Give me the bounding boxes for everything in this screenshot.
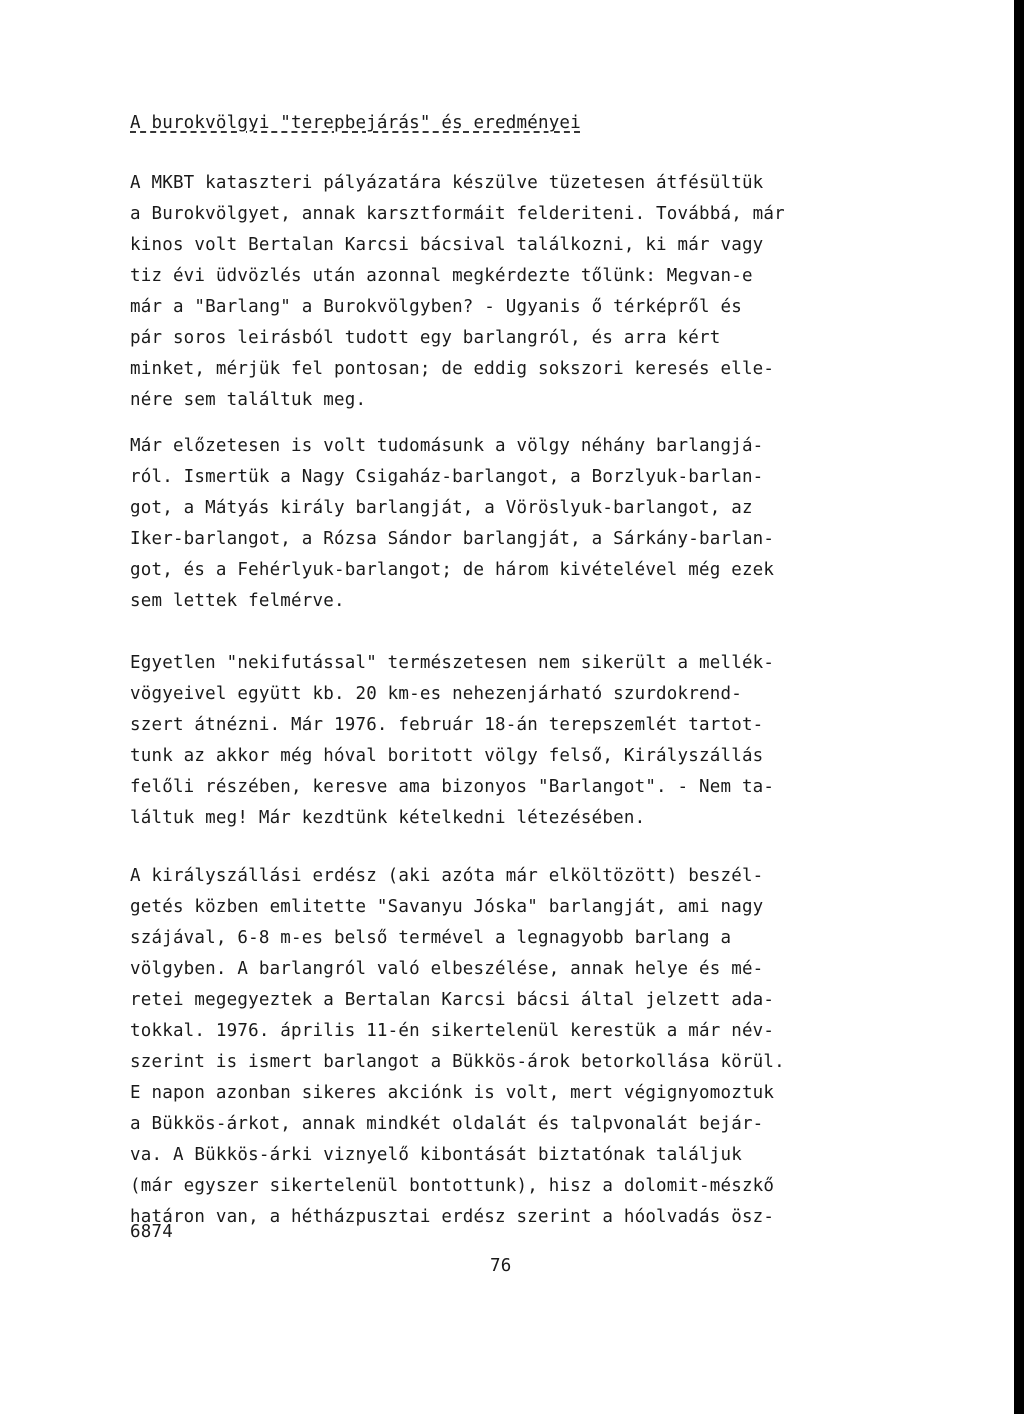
text-line: A MKBT kataszteri pályázatára készülve tüzetesen átfésültük — [130, 173, 764, 193]
text-line: Iker-barlangot, a Rózsa Sándor barlangját, a Sárkány-barlan- — [130, 529, 775, 549]
paragraph-4 — [130, 861, 890, 1233]
text-line: szájával, 6-8 m-es belső termével a legnagyobb barlang a — [130, 928, 732, 948]
text-line: a Burokvölgyet, annak karsztformáit felderiteni. Továbbá, már — [130, 204, 785, 224]
text-line: retei megegyeztek a Bertalan Karcsi bácsi által jelzett ada- — [130, 990, 775, 1010]
paragraph-2 — [130, 431, 890, 617]
text-line: A királyszállási erdész (aki azóta már elköltözött) beszél- — [130, 866, 764, 886]
text-line: a Bükkös-árkot, annak mindkét oldalát és talpvonalát bejár- — [130, 1114, 764, 1134]
page-number: 76 — [490, 1256, 512, 1276]
text-line: határon van, a hétházpusztai erdész szerint a hóolvadás ösz- — [130, 1207, 775, 1227]
text-line: felőli részében, keresve ama bizonyos "Barlangot". - Nem ta- — [130, 777, 775, 797]
text-line: got, a Mátyás király barlangját, a Vöröslyuk-barlangot, az — [130, 498, 753, 518]
text-line: szerint is ismert barlangot a Bükkös-árok betorkollása körül. — [130, 1052, 785, 1072]
text-line: nére sem találtuk meg. — [130, 390, 367, 410]
text-line: tokkal. 1976. április 11-én sikertelenül kerestük a már név- — [130, 1021, 775, 1041]
text-line: már a "Barlang" a Burokvölgyben? - Ugyanis ő térképről és — [130, 297, 742, 317]
text-line: minket, mérjük fel pontosan; de eddig sokszori keresés elle- — [130, 359, 775, 379]
text-line: tiz évi üdvözlés után azonnal megkérdezte tőlünk: Megvan-e — [130, 266, 753, 286]
document-title: A burokvölgyi "terepbejárás" és eredményei — [130, 113, 581, 133]
text-line: va. A Bükkös-árki viznyelő kibontását biztatónak találjuk — [130, 1145, 742, 1165]
text-line: szert átnézni. Már 1976. február 18-án terepszemlét tartot- — [130, 715, 764, 735]
text-line: E napon azonban sikeres akciónk is volt, mert végignyomoztuk — [130, 1083, 775, 1103]
text-line: pár soros leirásból tudott egy barlangról, és arra kért — [130, 328, 721, 348]
text-line: tunk az akkor még hóval boritott völgy felső, Királyszállás — [130, 746, 764, 766]
text-line: Egyetlen "nekifutással" természetesen nem sikerült a mellék- — [130, 653, 775, 673]
text-line: Már előzetesen is volt tudomásunk a völgy néhány barlangjá- — [130, 436, 764, 456]
text-line: sem lettek felmérve. — [130, 591, 345, 611]
text-line: (már egyszer sikertelenül bontottunk), hisz a dolomit-mészkő — [130, 1176, 775, 1196]
text-line: völgyben. A barlangról való elbeszélése, annak helye és mé- — [130, 959, 764, 979]
paragraph-3 — [130, 648, 890, 834]
text-line: got, és a Fehérlyuk-barlangot; de három kivételével még ezek — [130, 560, 775, 580]
text-line: kinos volt Bertalan Karcsi bácsival találkozni, ki már vagy — [130, 235, 764, 255]
paragraph-1 — [130, 168, 890, 416]
text-line: getés közben emlitette "Savanyu Jóska" barlangját, ami nagy — [130, 897, 764, 917]
text-line: ról. Ismertük a Nagy Csigaház-barlangot, a Borzlyuk-barlan- — [130, 467, 764, 487]
text-line: láltuk meg! Már kezdtünk kételkedni létezésében. — [130, 808, 646, 828]
catalog-number: 6874 — [130, 1222, 173, 1242]
text-line: vögyeivel együtt kb. 20 km-es nehezenjárható szurdokrend- — [130, 684, 742, 704]
